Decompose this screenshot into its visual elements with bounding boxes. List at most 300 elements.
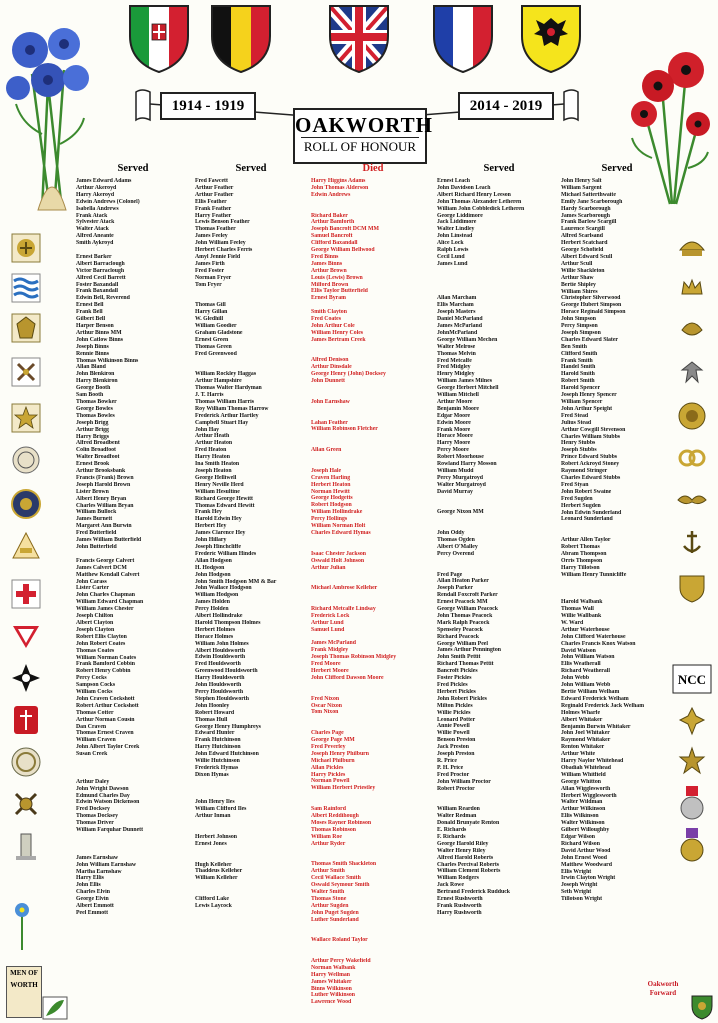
- name-entry: Percy Cocks: [76, 675, 107, 682]
- name-entry: Thomas Melvin: [437, 350, 476, 357]
- name-entry: Matthew Woodward: [561, 861, 612, 868]
- name-entry: Frederick Hymas: [195, 764, 239, 771]
- name-entry: Thomas Coates: [76, 647, 115, 654]
- spacer: [437, 558, 561, 565]
- name-entry: Foster Pickles: [437, 675, 472, 682]
- name-entry: Stephen Houldsworth: [195, 695, 249, 702]
- name-entry: Fred Greenwood: [195, 350, 237, 357]
- name-entry: Jack Preston: [437, 744, 469, 751]
- name-entry: Percy Overend: [437, 550, 474, 557]
- name-entry: Harry Hutchinson: [195, 744, 241, 751]
- name-entry: John Albert Taylor Creek: [76, 744, 140, 751]
- name-entry: Richard Thomas Pettit: [437, 661, 494, 668]
- name-entry: William Clement Roberts: [437, 868, 501, 875]
- name-entry: William Henry Tunnicliffe: [561, 571, 627, 578]
- name-entry: Herbert Johnson: [195, 833, 238, 840]
- column-served-s-w: [561, 162, 673, 903]
- name-entry: George William Mechen: [437, 336, 498, 343]
- name-entry: Joseph Masters: [437, 309, 476, 316]
- name-entry: Walter Smith: [311, 888, 345, 895]
- name-entry: John Dunnett: [311, 378, 345, 385]
- name-entry: Edgar Moore: [437, 412, 471, 419]
- spacer: [76, 551, 190, 558]
- name-entry: Arthur Moore: [437, 398, 473, 405]
- name-entry: Isabella Andrews: [76, 205, 119, 212]
- name-entry: W. Ward: [561, 619, 584, 626]
- name-entry: Frank Hey: [195, 509, 222, 516]
- spacer: [76, 772, 190, 779]
- name-entry: William Craven: [76, 737, 116, 744]
- name-entry: Louis (Lewis) Brown: [311, 274, 363, 281]
- spacer: [195, 779, 307, 786]
- name-entry: John Butterfield: [76, 544, 117, 551]
- spacer: [437, 516, 561, 523]
- name-entry: Martha Earnshaw: [76, 868, 122, 875]
- name-entry: Arthur Lund: [311, 619, 344, 626]
- wings-badge-icon: [676, 484, 708, 516]
- name-entry: Ernest Barker: [76, 253, 112, 260]
- spacer: [437, 799, 561, 806]
- name-entry: Arthur White: [561, 751, 596, 758]
- spacer: [311, 592, 435, 599]
- name-entry: JohnMcParland: [437, 329, 478, 336]
- name-entry: William Rodgers: [437, 875, 479, 882]
- name-entry: Graham Gladstone: [195, 329, 243, 336]
- name-entry: Cecil Lund: [437, 253, 465, 260]
- france-shield: [432, 4, 494, 74]
- name-entry: John Joel Whitaker: [561, 730, 610, 737]
- name-entry: John Puget Sugden: [311, 909, 359, 916]
- name-entry: Albert O'Malley: [437, 543, 478, 550]
- name-entry: Sam Rainford: [311, 806, 346, 813]
- red-cross-icon: [10, 578, 42, 610]
- name-entry: Benson Preston: [437, 737, 476, 744]
- name-entry: George William Peel: [437, 640, 488, 647]
- spacer: [311, 544, 435, 551]
- name-entry: William Norman Holt: [311, 523, 366, 530]
- name-entry: Robert Moorhouse: [437, 454, 484, 461]
- name-entry: Ernest Brook: [76, 461, 110, 468]
- name-entry: Arthur Allen Taylor: [561, 537, 611, 544]
- name-entry: John Blenkiron: [76, 371, 115, 378]
- spacer: [195, 364, 307, 371]
- name-entry: John Thomas Peacock: [437, 612, 493, 619]
- name-entry: Robert Smith: [561, 378, 595, 385]
- name-entry: William Clifford Iles: [195, 806, 247, 813]
- name-entry: Charles Francis Knox Watson: [561, 640, 636, 647]
- name-entry: John Hodgson: [195, 571, 231, 578]
- name-entry: Rowland Harry Mosson: [437, 461, 497, 468]
- name-entry: Lahan Feather: [311, 419, 348, 426]
- name-entry: William John Holmes: [195, 640, 249, 647]
- star-medal-icon: [678, 746, 706, 776]
- name-entry: Thomas Ernest Craven: [76, 730, 134, 737]
- name-entry: Susan Creek: [76, 751, 108, 758]
- name-entry: Milford Brown: [311, 281, 349, 288]
- name-entry: Lewis Laycock: [195, 902, 232, 909]
- name-entry: William Rockley Haggas: [195, 371, 257, 378]
- name-entry: Percy Hollings: [311, 516, 348, 523]
- name-entry: Fred Peverley: [311, 743, 346, 750]
- name-entry: Edwin Andrews (Colonel): [76, 198, 140, 205]
- spacer: [76, 765, 190, 772]
- wreath-badge-icon: [10, 746, 42, 778]
- name-entry: John Robert Pickles: [437, 695, 487, 702]
- spacer: [195, 882, 307, 889]
- name-entry: William Mitchell: [437, 392, 479, 399]
- name-entry: John Catlow Binns: [76, 336, 124, 343]
- name-entry: John Simpson: [561, 316, 596, 323]
- name-entry: Orris Thompson: [561, 557, 603, 564]
- name-entry: Bertie William Welham: [561, 688, 620, 695]
- name-entry: Herbert Heaton: [311, 481, 351, 488]
- name-entry: Joseph Parker: [437, 585, 473, 592]
- name-entry: Thomas William Harris: [195, 398, 255, 405]
- name-entry: Herbert Holmes: [195, 626, 236, 633]
- name-entry: David Watson: [561, 647, 596, 654]
- name-entry: John Craven Cockshott: [76, 695, 135, 702]
- spacer: [311, 951, 435, 958]
- name-entry: Arthur Wilkinson: [561, 806, 606, 813]
- name-entry: James Holden: [195, 599, 230, 606]
- name-entry: William James Milnes: [437, 378, 492, 385]
- name-entry: Fred Foster: [195, 267, 225, 274]
- crown-badge-icon: [676, 272, 708, 304]
- name-entry: Thomas Feather: [195, 226, 236, 233]
- name-entry: Richard George Hewitt: [195, 495, 253, 502]
- name-entry: Joseph Thomas Robinson Midgley: [311, 654, 397, 661]
- spacer: [76, 848, 190, 855]
- name-entry: William Norman Coates: [76, 654, 137, 661]
- spacer: [437, 503, 561, 510]
- name-entry: Michael Ambrose Kelleher: [311, 585, 378, 592]
- name-entry: Moses Rayner Robinson: [311, 819, 372, 826]
- spacer: [311, 413, 435, 420]
- name-entry: Joseph Harold Brown: [76, 481, 131, 488]
- column-heading: Served: [117, 163, 149, 174]
- name-entry: Harper Benson: [76, 323, 114, 330]
- name-entry: Holmes Wharfe: [561, 709, 601, 716]
- svg-text:NCC: NCC: [677, 672, 707, 687]
- name-entry: Campbell Stuart Hay: [195, 419, 249, 426]
- name-entry: Charles Elvin: [76, 889, 110, 896]
- spacer: [311, 571, 435, 578]
- name-entry: Smith Aykroyd: [76, 240, 114, 247]
- name-entry: Emily Jane Scarborough: [561, 198, 623, 205]
- name-entry: Thomas Edward Hewitt: [195, 502, 255, 509]
- name-entry: Henry Neville Herd: [195, 481, 244, 488]
- years-left: 1914 - 1919: [160, 92, 256, 120]
- spacer: [311, 537, 435, 544]
- spacer: [311, 206, 435, 213]
- spacer: [311, 344, 435, 351]
- name-entry: Victor Barraclough: [76, 267, 125, 274]
- spacer: [311, 848, 435, 855]
- name-entry: Albert Henry Bryan: [76, 495, 127, 502]
- spacer: [311, 578, 435, 585]
- spacer: [76, 758, 190, 765]
- name-entry: William Spencer: [561, 399, 603, 405]
- name-entry: Sam Booth: [76, 392, 104, 399]
- spacer: [437, 275, 561, 282]
- name-entry: Frederick Arthur Hartley: [195, 412, 259, 419]
- name-entry: Thomas Ogden: [437, 537, 475, 543]
- name-entry: Matthew Kendall Calvert: [76, 571, 140, 578]
- name-entry: Dan Craven: [76, 723, 107, 730]
- spacer: [311, 716, 435, 723]
- spacer: [195, 289, 307, 296]
- name-entry: Fred Fawcett: [195, 178, 228, 184]
- name-entry: George William Peacock: [437, 606, 498, 613]
- spacer: [311, 682, 435, 689]
- name-entry: Ellis Marcham: [437, 302, 474, 309]
- name-entry: Arthur Binns MM: [76, 329, 122, 336]
- name-entry: Herbert Moore: [311, 668, 349, 675]
- spacer: [437, 496, 561, 503]
- name-entry: George Page MM: [311, 737, 355, 744]
- name-entry: George Herbert Mitchell: [437, 385, 499, 392]
- name-entry: H. Hodgson: [195, 564, 225, 571]
- name-entry: Harry Tillotson: [561, 564, 600, 571]
- name-entry: Albert Houldsworth: [195, 647, 246, 654]
- name-entry: Lister Brown: [76, 488, 109, 495]
- name-entry: Oscar Nixon: [311, 702, 342, 709]
- name-entry: Albert Reddihough: [311, 812, 359, 819]
- name-entry: Thomas Robinson: [311, 826, 356, 833]
- spacer: [311, 854, 435, 861]
- name-entry: Handel Smith: [561, 364, 596, 371]
- name-entry: Hardy Scarborough: [561, 205, 611, 212]
- name-entry: Luther Sunderland: [311, 916, 359, 923]
- name-entry: Allan Green: [311, 447, 342, 454]
- name-entry: Arthur Shaw: [561, 274, 594, 281]
- forget-me-not-icon: [10, 900, 34, 950]
- name-entry: Raymond Stringer: [561, 468, 608, 475]
- name-entry: Frank Bamford Cobbin: [76, 661, 135, 668]
- name-entry: Luther Wilkinson: [311, 992, 355, 999]
- spacer: [561, 523, 673, 530]
- name-entry: Albert Whitaker: [561, 716, 603, 723]
- name-entry: Thomas Bowker: [76, 398, 117, 405]
- name-entry: William Edward Chapman: [76, 599, 144, 606]
- name-entry: William Hesultine: [195, 488, 240, 495]
- name-entry: Charles William Stubbs: [561, 433, 621, 440]
- name-entry: William Cocks: [76, 689, 113, 696]
- name-entry: Rennie Binns: [76, 350, 110, 357]
- name-entry: Robert Henry Cobbin: [76, 668, 131, 675]
- name-entry: William John Cobbledick Letheren: [437, 205, 525, 212]
- name-entry: Frank Atack: [76, 212, 108, 219]
- name-entry: John Earnshaw: [311, 398, 350, 405]
- name-entry: Edwin Houldsworth: [195, 654, 246, 661]
- cross-medal-icon: [678, 706, 706, 736]
- spacer: [195, 889, 307, 896]
- spacer: [561, 592, 673, 599]
- name-entry: Lister Carter: [76, 585, 109, 592]
- name-entry: Joseph Hale: [311, 467, 342, 474]
- name-entry: Bertie Shipley: [561, 281, 596, 288]
- name-entry: Edmund Charles Day: [76, 792, 130, 799]
- name-entry: Willie Shackleton: [561, 267, 605, 274]
- service-badge-icon: [10, 530, 42, 562]
- name-entry: Horace Holmes: [195, 633, 234, 640]
- name-entry: Charles William Bryan: [76, 502, 134, 509]
- name-entry: Harry Wellman: [311, 971, 351, 978]
- name-entry: John Webb: [561, 675, 590, 682]
- name-entry: Arthur Julian: [311, 564, 346, 571]
- column-heading: Served: [483, 163, 515, 174]
- spacer: [311, 723, 435, 730]
- name-entry: George Hubert Simpson: [561, 302, 622, 309]
- spacer: [437, 523, 561, 530]
- name-entry: Hugh Kelleher: [195, 861, 232, 868]
- spacer: [437, 288, 561, 295]
- column-served-f-l: [195, 162, 307, 910]
- name-entry: Joseph Brigg: [76, 419, 109, 426]
- name-entry: Annie Powell: [437, 723, 470, 730]
- name-entry: Fred Binns: [311, 253, 339, 260]
- name-entry: James Clarence Hey: [195, 530, 246, 537]
- name-entry: Herbert Hey: [195, 523, 227, 530]
- name-entry: Mark Ralph Peacock: [437, 619, 490, 626]
- name-entry: Arthur Feather: [195, 184, 234, 191]
- name-entry: Herbert Charles Ferris: [195, 247, 253, 254]
- name-entry: Donald Brunyate Renton: [437, 820, 500, 827]
- name-entry: Fred Heaton: [195, 447, 227, 454]
- name-entry: Robert Ellis Clayton: [76, 633, 127, 640]
- name-entry: Arthur Akeroyd: [76, 184, 117, 191]
- name-entry: William Herbert Priestley: [311, 785, 376, 792]
- name-entry: Joseph Bancroft DCM MM: [311, 226, 379, 233]
- name-entry: Leonard Potter: [437, 716, 476, 723]
- name-entry: Frank Rushworth: [437, 902, 482, 909]
- name-entry: Edgar Wilson: [561, 834, 595, 841]
- name-entry: Arthur Dinsdale: [311, 364, 352, 371]
- spacer: [311, 440, 435, 447]
- name-entry: Frank Smith: [561, 357, 593, 364]
- name-entry: Norman Walbank: [311, 964, 356, 971]
- name-entry: Harry Pickles: [311, 771, 346, 778]
- name-entry: Willie Pickles: [437, 709, 471, 716]
- anchor-badge-icon: [676, 526, 708, 558]
- name-entry: Seth Wright: [561, 889, 592, 896]
- name-entry: Ina Smith Heaton: [195, 461, 240, 468]
- name-entry: Walter Atack: [76, 226, 109, 233]
- name-entry: William Roe: [311, 833, 342, 840]
- name-entry: John William Feeley: [195, 240, 246, 247]
- name-entry: Arthur Ryder: [311, 840, 346, 847]
- name-entry: Dixon Hymas: [195, 771, 229, 778]
- name-entry: James Bertram Creek: [311, 336, 366, 343]
- name-entry: R. Price: [437, 757, 457, 764]
- name-entry: Christopher Silverwood: [561, 295, 621, 302]
- name-entry: Fred Nixon: [311, 695, 340, 702]
- name-entry: Harold Spencer: [561, 385, 601, 392]
- spacer: [311, 792, 435, 799]
- name-entry: John Arthur Speight: [561, 405, 613, 412]
- name-entry: Joseph Henry Philburn: [311, 750, 369, 757]
- name-entry: Allan Pickles: [311, 764, 344, 771]
- name-entry: Sampson Cocks: [76, 682, 116, 689]
- name-entry: John Wallace Hodgson: [195, 585, 252, 592]
- name-entry: Clifford Smith: [561, 350, 598, 357]
- name-entry: Lewis Benson Feather: [195, 219, 250, 226]
- crest-badge-icon: [10, 312, 42, 344]
- spacer: [311, 454, 435, 461]
- name-entry: Arthur Waterhouse: [561, 626, 610, 633]
- name-entry: John Linstead: [437, 233, 473, 240]
- spacer: [311, 799, 435, 806]
- name-entry: George Liddimore: [437, 212, 483, 219]
- name-entry: Edwin Bell, Reverend: [76, 295, 130, 302]
- name-entry: Willie Hutchinson: [195, 758, 240, 765]
- name-entry: Fred Moore: [311, 661, 341, 668]
- name-entry: George Harold Riley: [437, 840, 489, 847]
- name-entry: Arthur Brown: [311, 267, 347, 274]
- name-entry: Albert Emmott: [76, 903, 114, 910]
- war-medal-icon: [678, 786, 706, 822]
- name-entry: Roy William Thomas Harrow: [195, 405, 269, 412]
- name-entry: William Robinson Fletcher: [311, 426, 378, 433]
- name-entry: Ernest Bell: [76, 302, 104, 309]
- ncc-badge-icon: [672, 664, 712, 694]
- name-entry: Michael Satterthwaite: [561, 191, 616, 198]
- russia-shield: [520, 4, 582, 74]
- name-entry: Thomas Walter Hardyman: [195, 385, 262, 392]
- spacer: [437, 268, 561, 275]
- name-entry: Abram Thompson: [561, 550, 607, 557]
- name-entry: Robert Thomas: [561, 544, 600, 550]
- name-entry: Colin Broadfoot: [76, 447, 116, 454]
- ymca-icon: [10, 620, 42, 652]
- name-entry: Herbert Wigglesworth: [561, 792, 617, 799]
- name-entry: Norman Hewitt: [311, 488, 350, 495]
- name-entry: Herbert Scatchard: [561, 240, 608, 247]
- name-entry: John Robert Coates: [76, 640, 126, 647]
- name-entry: Arthur Norman Cousin: [76, 716, 135, 723]
- name-entry: Fred Stead: [561, 412, 589, 419]
- name-entry: William Henry Coles: [311, 329, 364, 336]
- name-entry: George Booth: [76, 385, 111, 392]
- name-entry: E. Richards: [437, 827, 467, 833]
- name-entry: Frank Barlow Scargill: [561, 219, 617, 226]
- name-entry: Walter Wilkinson: [561, 820, 605, 827]
- name-entry: Thomas Wilkinson Binns: [76, 357, 139, 364]
- name-entry: Arthur Daley: [76, 778, 110, 785]
- name-entry: Ernest Byram: [311, 295, 346, 302]
- name-entry: James Earnshaw: [76, 854, 119, 861]
- cap-badge-icon: [676, 232, 708, 264]
- name-entry: Fred Butterfield: [76, 530, 117, 537]
- italy-shield: [128, 4, 190, 74]
- name-entry: Charles Page: [311, 730, 344, 737]
- name-entry: Fred Coates: [311, 316, 341, 323]
- name-entry: Fred Metcalfe: [437, 357, 472, 364]
- name-entry: Percy Houldsworth: [195, 689, 244, 695]
- name-entry: James Scarborough: [561, 212, 611, 219]
- name-entry: Jack Rowe: [437, 882, 464, 889]
- name-entry: James William Butterfield: [76, 537, 142, 544]
- medal-badge-icon: [10, 444, 42, 476]
- name-entry: John William Watson: [561, 654, 615, 661]
- name-entry: William Farquhar Dunnett: [76, 827, 143, 834]
- name-entry: Fred Pickles: [437, 682, 468, 688]
- name-entry: Robert Arthur Cockshott: [76, 702, 139, 709]
- name-entry: Fred Proctor: [437, 771, 470, 778]
- name-entry: F. Richards: [437, 833, 466, 840]
- name-entry: John Ellis: [76, 882, 101, 889]
- name-entry: John Edwin Sunderland: [561, 509, 622, 516]
